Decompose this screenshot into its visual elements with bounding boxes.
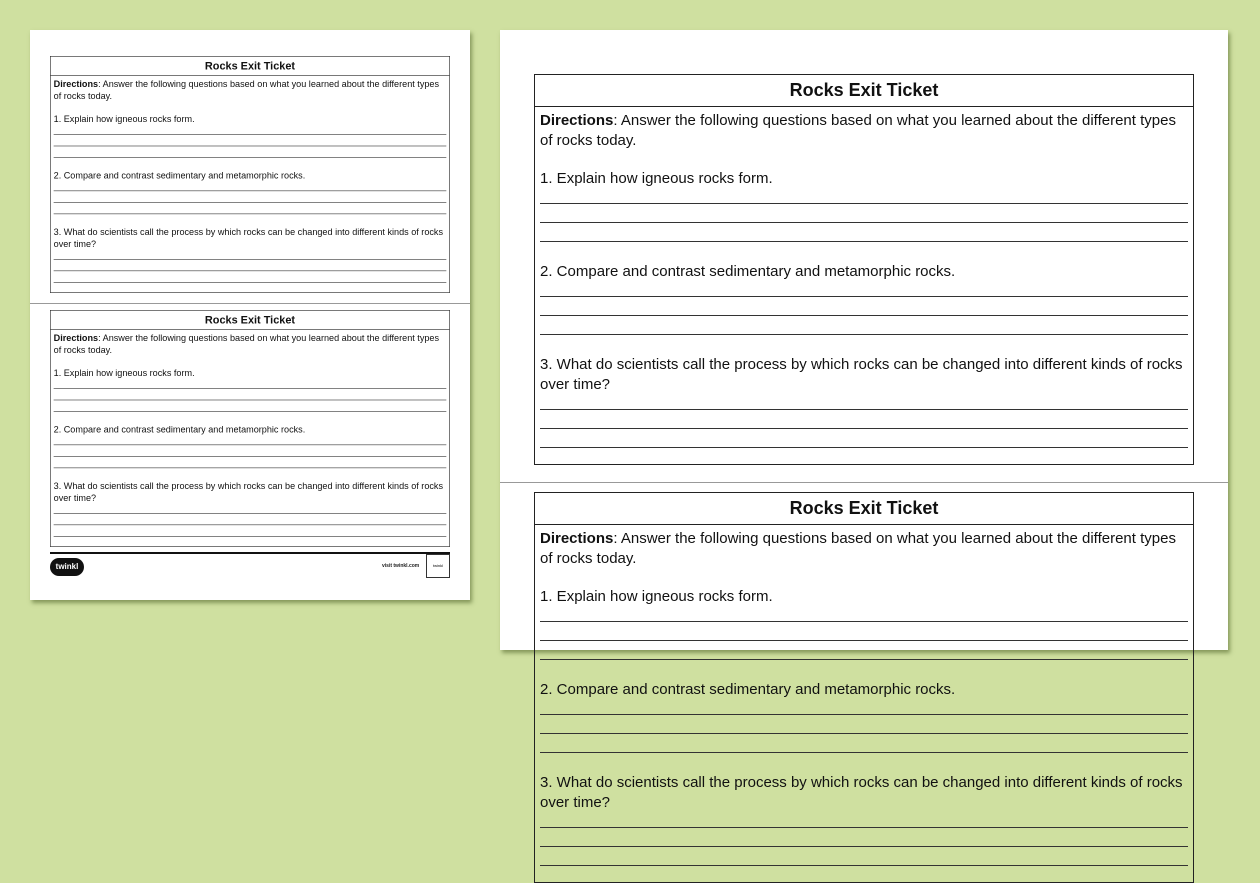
preview-page-small: [30, 30, 470, 600]
footer-url: visit twinkl.com: [382, 563, 420, 569]
exit-ticket: [534, 74, 1194, 465]
answer-lines[interactable]: [54, 123, 447, 158]
question-text: Compare and contrast sedimentary and metamorphic rocks.: [61, 170, 306, 181]
question-text: Explain how igneous rocks form.: [552, 170, 773, 187]
answer-lines[interactable]: [54, 377, 447, 412]
cut-line: [500, 482, 1228, 483]
exit-ticket: [534, 492, 1194, 883]
exit-ticket: [50, 310, 450, 547]
question-number: 2.: [540, 681, 553, 698]
question-text: Compare and contrast sedimentary and metamorphic rocks.: [552, 681, 956, 698]
question-number: 2.: [540, 263, 553, 280]
answer-lines[interactable]: [54, 248, 447, 283]
question-number: 2.: [53, 424, 62, 435]
question-text: Explain how igneous rocks form.: [61, 114, 195, 125]
preview-page-large: [500, 30, 1228, 811]
question-number: 3.: [540, 356, 553, 373]
question-text: Compare and contrast sedimentary and metamorphic rocks.: [552, 263, 956, 280]
answer-lines[interactable]: [540, 391, 1188, 448]
question-number: 1.: [540, 170, 553, 187]
question: [540, 773, 1188, 813]
ticket-title: Rocks Exit Ticket: [535, 75, 1193, 107]
directions: [54, 78, 447, 102]
question-text: What do scientists call the process by which rocks can be changed into different kinds of rocks over time?: [540, 356, 1183, 393]
directions: [54, 332, 447, 356]
answer-lines[interactable]: [540, 185, 1188, 242]
directions-label: Directions: [540, 530, 614, 547]
question-number: 2.: [53, 170, 62, 181]
directions-label: Directions: [53, 333, 99, 344]
directions-label: Directions: [53, 79, 99, 90]
ticket-title: Rocks Exit Ticket: [51, 311, 450, 330]
directions-text: : Answer the following questions based on what you learned about the different types of rocks today.: [540, 530, 1176, 567]
question-text: Explain how igneous rocks form.: [61, 368, 195, 379]
directions-text: : Answer the following questions based on what you learned about the different types of rocks today.: [53, 333, 440, 356]
question-number: 1.: [540, 588, 553, 605]
twinkl-logo: twinkl: [50, 558, 84, 576]
answer-lines[interactable]: [54, 180, 447, 215]
question-text: Explain how igneous rocks form.: [552, 588, 773, 605]
question: [540, 355, 1188, 395]
question-text: Compare and contrast sedimentary and metamorphic rocks.: [61, 424, 306, 435]
directions: [540, 111, 1188, 151]
directions-text: : Answer the following questions based on what you learned about the different types of rocks today.: [53, 79, 440, 102]
question: [54, 226, 447, 250]
answer-lines[interactable]: [540, 603, 1188, 660]
answer-lines[interactable]: [54, 502, 447, 537]
question-number: 3.: [53, 226, 62, 238]
cut-line: [30, 303, 470, 304]
question-number: 3.: [540, 774, 553, 791]
question-text: What do scientists call the process by which rocks can be changed into different kinds of rocks over time?: [53, 480, 444, 504]
question: [54, 480, 447, 504]
question-number: 1.: [53, 368, 62, 379]
answer-lines[interactable]: [540, 278, 1188, 335]
answer-lines[interactable]: [54, 434, 447, 469]
directions-text: : Answer the following questions based on what you learned about the different types of rocks today.: [540, 112, 1176, 149]
footer-rule: [50, 552, 450, 554]
answer-lines[interactable]: [540, 809, 1188, 866]
directions-label: Directions: [540, 112, 614, 129]
directions: [540, 529, 1188, 569]
question-text: What do scientists call the process by which rocks can be changed into different kinds of rocks over time?: [53, 226, 444, 250]
ticket-title: Rocks Exit Ticket: [51, 57, 450, 76]
twinkl-badge-icon: twinkl: [426, 554, 450, 578]
question-number: 1.: [53, 114, 62, 125]
exit-ticket: [50, 56, 450, 293]
question-text: What do scientists call the process by which rocks can be changed into different kinds of rocks over time?: [540, 774, 1183, 811]
ticket-title: Rocks Exit Ticket: [535, 493, 1193, 525]
answer-lines[interactable]: [540, 696, 1188, 753]
question-number: 3.: [53, 480, 62, 492]
